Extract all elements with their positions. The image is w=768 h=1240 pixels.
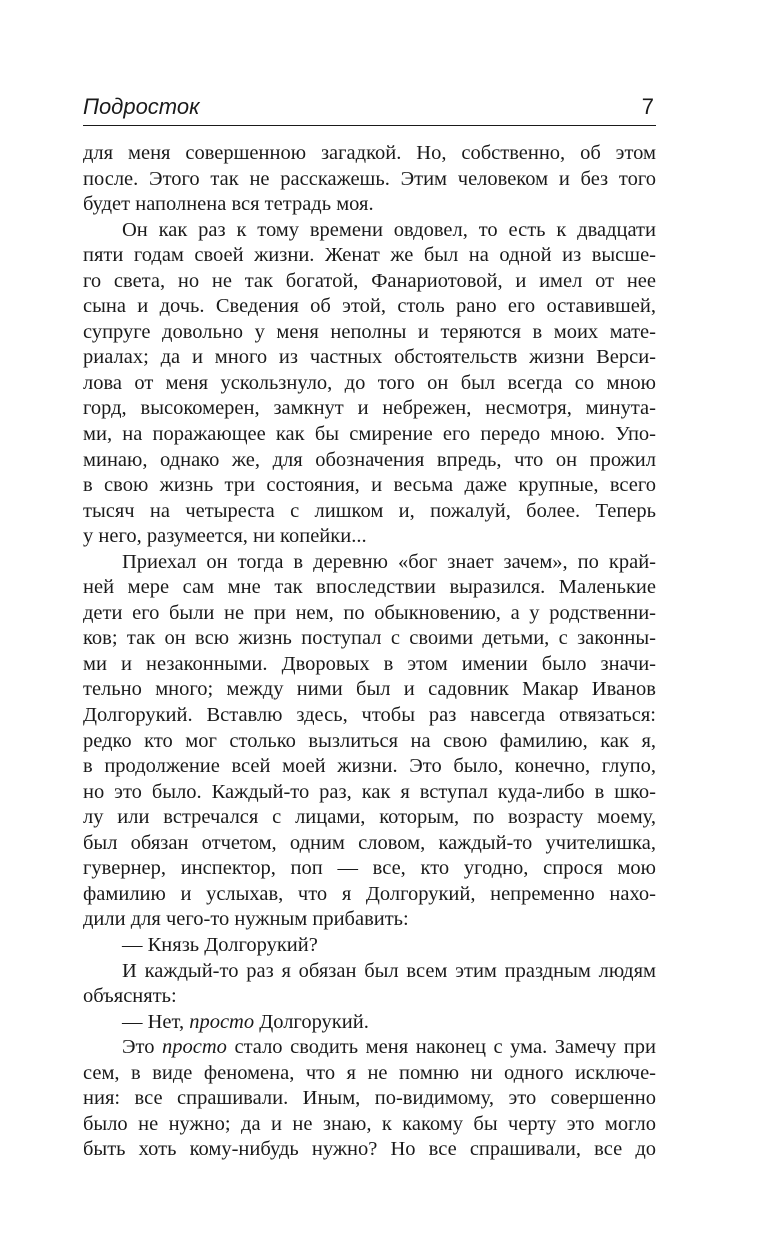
text-segment: Это bbox=[122, 1036, 163, 1059]
text-line: дети его были не при нем, по обыкновению, а у родственни- bbox=[83, 601, 656, 624]
text-line: после. Этого так не расскажешь. Этим человеком и без того bbox=[83, 167, 656, 190]
text-segment: Долгорукий. bbox=[254, 1010, 369, 1033]
text-line: пяти годам своей жизни. Женат же был на одной из высше- bbox=[83, 244, 656, 267]
text-line: было не нужно; да и не знаю, к какому бы черту это могло bbox=[83, 1112, 656, 1135]
text-line: Он как раз к тому времени овдовел, то есть к двадцати bbox=[122, 218, 656, 241]
text-line: го света, но не так богатой, Фанариотовой, и имел от нее bbox=[83, 269, 656, 292]
text-line bbox=[83, 1010, 656, 1036]
text-line: риалах; да и много из частных обстоятельств жизни Верси- bbox=[83, 346, 656, 369]
text-line: быть хоть кому-нибудь нужно? Но все спрашивали, все до bbox=[83, 1138, 656, 1161]
text-line: минаю, однако же, для обозначения впредь, что он прожил bbox=[83, 448, 656, 471]
text-line: ков; так он всю жизнь поступал с своими детьми, с законны- bbox=[83, 627, 656, 650]
text-line: редко кто мог столько вызлиться на свою фамилию, как я, bbox=[83, 729, 656, 752]
text-line: но это было. Каждый-то раз, как я вступал куда-либо в шко- bbox=[83, 780, 656, 803]
text-line bbox=[83, 1035, 656, 1061]
text-line: дили для чего-то нужным прибавить: bbox=[83, 908, 409, 931]
text-line: объяснять: bbox=[83, 985, 177, 1008]
text-line: сына и дочь. Сведения об этой, столь рано его оставившей, bbox=[83, 295, 656, 318]
text-line: фамилию и услыхав, что я Долгорукий, непременно нахо- bbox=[83, 882, 656, 905]
text-line: ми и незаконными. Дворовых в этом имении было значи- bbox=[83, 652, 656, 675]
text-line: Приехал он тогда в деревню «бог знает зачем», по край- bbox=[122, 550, 656, 573]
text-line: ней мере сам мне так впоследствии выразился. Маленькие bbox=[83, 576, 656, 599]
text-line: тельно много; между ними был и садовник Макар Иванов bbox=[83, 678, 656, 701]
text-line: И каждый-то раз я обязан был всем этим праздным людям bbox=[122, 959, 656, 982]
text-line: ния: все спрашивали. Иным, по-видимому, это совершенно bbox=[83, 1087, 656, 1110]
header-rule bbox=[83, 125, 656, 126]
emphasis-text: просто bbox=[189, 1010, 255, 1033]
text-line: в свою жизнь три состояния, и весьма даже крупные, всего bbox=[83, 474, 656, 497]
text-line: — Князь Долгорукий? bbox=[122, 933, 318, 956]
text-line: горд, высокомерен, замкнут и небрежен, несмотря, минута- bbox=[83, 397, 656, 420]
body-text bbox=[83, 141, 656, 1163]
text-line: будет наполнена вся тетрадь моя. bbox=[83, 193, 374, 216]
text-line: лова от меня ускользнуло, до того он был всегда со мною bbox=[83, 371, 656, 394]
text-line: был обязан отчетом, одним словом, каждый-то учителишка, bbox=[83, 831, 656, 854]
text-line: Долгорукий. Вставлю здесь, чтобы раз навсегда отвязаться: bbox=[83, 704, 656, 727]
text-line: ми, на поражающее как бы смирение его передо мною. Упо- bbox=[83, 423, 656, 446]
text-line: лу или встречался с лицами, которым, по возрасту моему, bbox=[83, 806, 656, 829]
text-line: гувернер, инспектор, поп — все, кто угодно, спрося мою bbox=[83, 857, 656, 880]
text-segment: стало сводить меня наконец с ума. Замечу при bbox=[226, 1036, 656, 1059]
running-head bbox=[83, 93, 656, 123]
running-head-title: Подросток bbox=[83, 94, 200, 119]
emphasis-text: просто bbox=[162, 1036, 227, 1059]
page-number: 7 bbox=[641, 94, 654, 119]
text-segment: — Нет, bbox=[122, 1010, 190, 1033]
text-line: супруге довольно у меня неполны и теряются в моих мате- bbox=[83, 320, 656, 343]
text-line: у него, разумеется, ни копейки... bbox=[83, 525, 367, 548]
text-line: сем, в виде феномена, что я не помню ни одного исключе- bbox=[83, 1061, 656, 1084]
text-line: тысяч на четыреста с лишком и, пожалуй, более. Теперь bbox=[83, 499, 656, 522]
text-line: для меня совершенною загадкой. Но, собственно, об этом bbox=[83, 142, 656, 164]
text-line: в продолжение всей моей жизни. Это было, конечно, глупо, bbox=[83, 755, 656, 778]
